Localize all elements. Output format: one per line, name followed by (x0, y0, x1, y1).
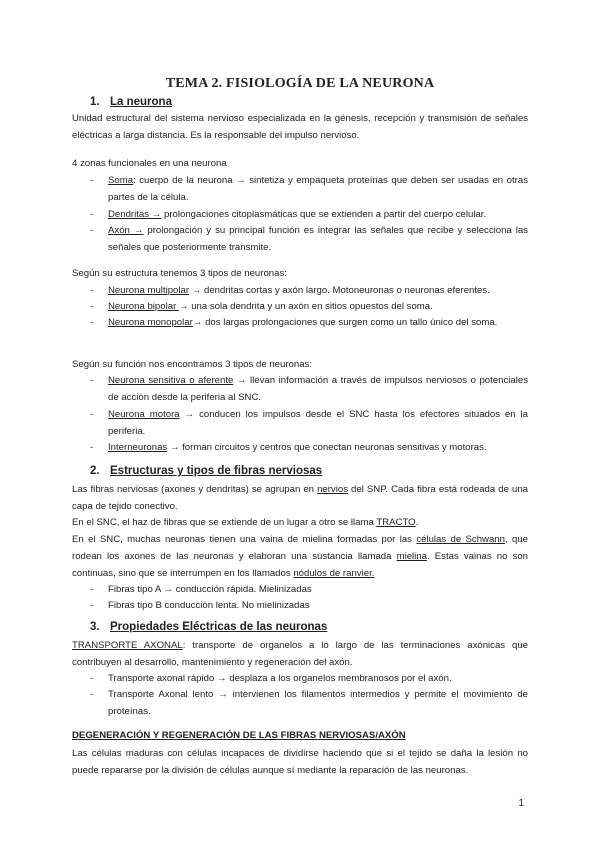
definition: prolongación y su principal función es integrar las señales que recibe y selecciona las señales que posteriormente transmite. (108, 225, 528, 253)
bullet-dash: - (90, 689, 94, 700)
definition: → llevan información a través de impulsos nerviosos o potenciales de acción desde la periferia al SNC. (108, 375, 528, 403)
term: Axón → (108, 225, 144, 236)
bullet-dash: - (90, 285, 94, 296)
definition: → conducen los impulsos desde el SNC hasta los efectores situados en la periferia. (108, 409, 529, 437)
bullet-dash: - (90, 317, 94, 328)
term: Soma (108, 175, 134, 186)
list-item-monopolar (90, 314, 528, 331)
term: Neurona motora (108, 409, 180, 420)
list-item-fibra-b (90, 597, 528, 614)
section-3-paragraph (72, 637, 528, 671)
list-item-dendritas (90, 206, 528, 223)
text: : transporte de organelos a lo largo de las terminaciones axónicas que contribuyen al desarrollo, mantenimiento y regeneración del axón. (72, 640, 529, 668)
function-intro: Según su función nos encontramos 3 tipos de neuronas: (72, 359, 313, 370)
text: , que rodean los axones de las neuronas y elaboran una sustancia llamada (72, 534, 528, 562)
section-3-heading (90, 621, 327, 633)
bullet-dash: - (90, 600, 94, 611)
list-item-fibra-a (90, 581, 528, 598)
section-2-number: 2. (90, 465, 100, 477)
page-number: 1 (518, 798, 524, 809)
section-1-heading (90, 96, 172, 108)
definition: prolongaciones citoplasmáticas que se extienden a partir del cuerpo celular. (161, 209, 487, 220)
term: Neurona multipolar (108, 285, 190, 296)
term: Neurona monopolar (108, 317, 193, 328)
bullet-dash: - (90, 409, 94, 420)
definition: → una sola dendrita y un axón en sitios opuestos del soma. (178, 301, 433, 312)
list-text: Fibras tipo B conducción lenta. No mielinizadas (108, 600, 310, 611)
bullet-dash: - (90, 375, 94, 386)
bullet-dash: - (90, 584, 94, 595)
text: del SNP. Cada fibra está rodeada de una capa de tejido conectivo. (72, 484, 528, 512)
list-item-axon (90, 222, 528, 256)
term-mielina: mielina (396, 551, 427, 562)
list-item-multipolar (90, 282, 528, 299)
list-item-sensitiva (90, 372, 528, 406)
section-3-title: Propiedades Eléctricas de las neuronas (110, 621, 328, 633)
list-text: Transporte Axonal lento → intervienen los filamentos intermedios y permite el movimiento de proteínas. (108, 689, 528, 717)
term-schwann: células de Schwann (416, 534, 505, 545)
section-4-paragraph: Las células maduras con células incapaces de dividirse haciendo que si el tejido se daña la lesión no puede repararse por la división de células aunque sí mediante la reparación de las neuronas. (72, 748, 528, 776)
bullet-dash: - (90, 225, 94, 236)
text: . Estas vainas no son continuas, sino que se interrumpen en los llamados (72, 551, 528, 579)
text: En el SNC, muchas neuronas tienen una vaina de mielina formadas por las (72, 534, 417, 545)
section-2-paragraph-3 (72, 531, 528, 582)
list-item-interneuronas (90, 439, 528, 456)
list-item-soma (90, 172, 528, 206)
term: Interneuronas (108, 442, 168, 453)
section-2-paragraph-2 (72, 514, 528, 531)
bullet-dash: - (90, 442, 94, 453)
definition: : cuerpo de la neurona → sintetiza y empaqueta proteínas que deben ser usadas en otras partes de la célula. (108, 175, 528, 203)
term-ranvier: nódulos de ranvier. (293, 568, 375, 579)
text: Las fibras nerviosas (axones y dendritas) se agrupan en (72, 484, 318, 495)
term: Neurona bipolar (108, 301, 179, 312)
definition: → dendritas cortas y axón largo. Motoneuronas o neuronas eferentes. (189, 285, 490, 296)
section-2-paragraph-1 (72, 481, 528, 515)
definition: → dos largas prolongaciones que surgen como un tallo único del soma. (192, 317, 498, 328)
structure-intro: Según su estructura tenemos 3 tipos de neuronas: (72, 268, 287, 279)
section-1-intro: Unidad estructural del sistema nervioso especializada en la génesis, recepción y transmisión de señales eléctricas a larga distancia. Es la responsable del impulso nervioso. (72, 113, 528, 141)
bullet-dash: - (90, 673, 94, 684)
bullet-dash: - (90, 301, 94, 312)
page-title: TEMA 2. FISIOLOGÍA DE LA NEURONA (165, 76, 435, 91)
section-4-heading: DEGENERACIÓN Y REGENERACIÓN DE LAS FIBRAS NERVIOSAS/AXÓN (72, 730, 406, 741)
section-2-title: Estructuras y tipos de fibras nerviosas (110, 465, 323, 477)
list-item-transporte-rapido (90, 670, 528, 687)
bullet-dash: - (90, 209, 94, 220)
list-item-motora (90, 406, 528, 440)
section-2-heading (90, 465, 322, 477)
list-text: Fibras tipo A → conducción rápida. Mielinizadas (108, 584, 312, 595)
section-1-number: 1. (90, 96, 100, 108)
section-3-number: 3. (90, 621, 100, 633)
bullet-dash: - (90, 175, 94, 186)
term-tracto: TRACTO (376, 517, 416, 528)
term: Neurona sensitiva o aferente (108, 375, 234, 386)
section-1-title: La neurona (110, 96, 172, 108)
definition: → forman circuitos y centros que conectan neuronas sensitivas y motoras. (167, 442, 487, 453)
text: . (415, 517, 419, 528)
list-item-bipolar (90, 298, 528, 315)
term: Dendritas → (108, 209, 162, 220)
list-item-transporte-lento (90, 686, 528, 720)
zones-intro: 4 zonas funcionales en una neurona (72, 158, 227, 169)
text: En el SNC, el haz de fibras que se extiende de un lugar a otro se llama (72, 517, 377, 528)
list-text: Transporte axonal rápido → desplaza a los organelos membranosos por el axón. (108, 673, 452, 684)
term-nervios: nervios (317, 484, 348, 495)
term-transporte-axonal: TRANSPORTE AXONAL (72, 640, 183, 651)
